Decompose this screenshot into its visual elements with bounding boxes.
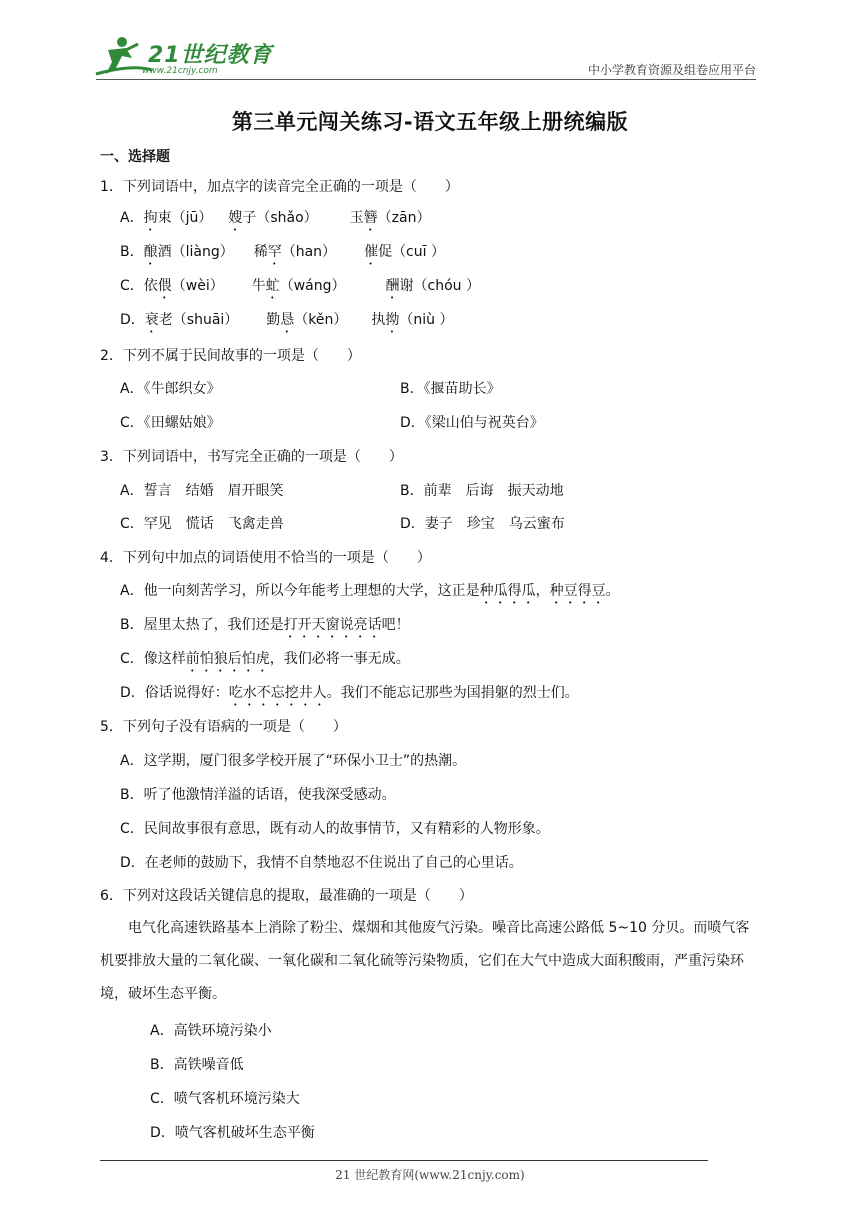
question-2-option-c: C．《田螺姑娘》 [120,415,221,431]
question-4-option-b: B．屋里太热了，我们还是打开天窗说亮话吧！ [120,617,410,633]
question-6-stem: 6．下列对这段话关键信息的提取，最准确的一项是（ ） [100,888,473,904]
platform-name: 中小学教育资源及组卷应用平台 [587,63,756,77]
question-3-option-c: C．罕见 慌话 飞禽走兽 [120,516,284,532]
footer-text: 21 世纪教育网(www.21cnjy.com) [335,1168,525,1182]
question-3-option-a: A．誓言 结婚 眉开眼笑 [120,483,284,499]
question-3-stem: 3．下列词语中，书写完全正确的一项是（ ） [100,449,403,465]
question-1-stem: 1．下列词语中，加点字的读音完全正确的一项是（ ） [100,179,459,195]
question-2-option-d: D．《梁山伯与祝英台》 [400,415,544,431]
question-6-passage: 电气化高速铁路基本上消除了粉尘、煤烟和其他废气污染。噪音比高速公路低 5~10 分贝。而喷气客机要排放大量的二氧化碳、一氧化碳和二氧化硫等污染物质，它们在大气中造成大面积酸雨，严重污染环境，破坏生态平衡。 [100,920,750,1002]
question-6-option-b: B．高铁噪音低 [150,1057,244,1073]
question-3-option-b: B．前辈 后诲 振天动地 [400,483,564,499]
question-2-stem: 2．下列不属于民间故事的一项是（ ） [100,348,361,364]
header-divider [96,79,756,80]
question-6-option-d: D．喷气客机破坏生态平衡 [150,1125,315,1141]
question-3-option-d: D．妻子 珍宝 乌云蜜布 [400,516,565,532]
question-2-option-b: B．《揠苗助长》 [400,381,501,397]
logo-url: www.21cnjy.com [142,66,218,76]
question-4-option-a: A．他一向刻苦学习，所以今年能考上理想的大学，这正是种瓜得瓜，种豆得豆。 [120,583,620,599]
question-6-option-a: A．高铁环境污染小 [150,1023,272,1039]
question-4-stem: 4．下列句中加点的词语使用不恰当的一项是（ ） [100,550,431,566]
question-4-option-c: C．像这样前怕狼后怕虎，我们必将一事无成。 [120,651,410,667]
question-2-option-a: A．《牛郎织女》 [120,381,221,397]
question-4-option-d: D．俗话说得好：吃水不忘挖井人。我们不能忘记那些为国捐躯的烈士们。 [120,685,579,701]
question-1-option-a: A．拘束（jū） 嫂子（shǎo） 玉簪（zān） [120,210,431,226]
question-6-option-c: C．喷气客机环境污染大 [150,1091,300,1107]
question-5-option-c: C．民间故事很有意思，既有动人的故事情节，又有精彩的人物形象。 [120,821,550,837]
logo-text: 21世纪教育 [148,43,273,68]
question-1-option-c: C．依偎（wèi） 牛虻（wáng） 酬谢（chóu ） [120,278,480,294]
question-1-option-d: D．衰老（shuāi） 勤恳（kěn） 执拗（niù ） [120,312,454,328]
question-5-option-a: A．这学期，厦门很多学校开展了“环保小卫士”的热潮。 [120,753,467,769]
question-5-option-b: B．听了他激情洋溢的话语，使我深受感动。 [120,787,396,803]
question-1-option-b: B．酿酒（liàng） 稀罕（han） 催促（cuī ） [120,244,445,260]
question-5-option-d: D．在老师的鼓励下，我情不自禁地忍不住说出了自己的心里话。 [120,855,523,871]
section-heading: 一、选择题 [100,149,170,165]
footer-divider [100,1160,708,1161]
page-title: 第三单元闯关练习-语文五年级上册统编版 [231,110,629,134]
question-5-stem: 5．下列句子没有语病的一项是（ ） [100,719,347,735]
